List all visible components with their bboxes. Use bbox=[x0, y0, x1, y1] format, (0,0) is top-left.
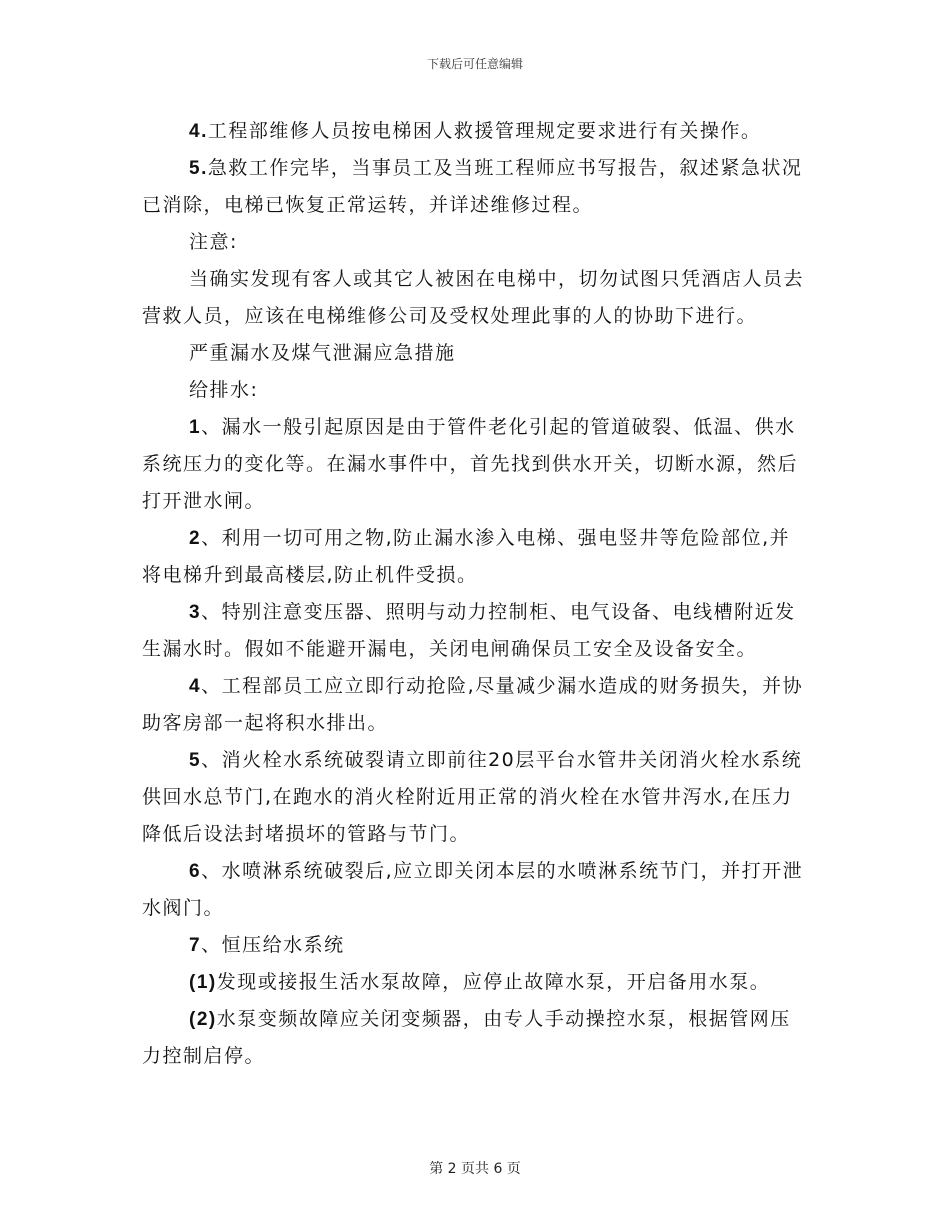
page-header: 下载后可任意编辑 bbox=[426, 57, 523, 71]
paragraph-text: 、漏水一般引起原因是由于管件老化引起的管道破裂、低温、供水系统压力的变化等。在漏水事件中，首先找到供水开关，切断水源，然后打开泄水闸。 bbox=[142, 416, 799, 512]
item-number: 4. bbox=[189, 121, 208, 142]
paragraph-5 bbox=[142, 335, 810, 372]
item-number: 7 bbox=[189, 935, 202, 956]
paragraph-13 bbox=[142, 927, 810, 964]
page-footer: 第 2 页共 6 页 bbox=[429, 1161, 521, 1177]
paragraph-text: 工程部维修人员按电梯困人救援管理规定要求进行有关操作。 bbox=[207, 120, 762, 142]
paragraph-text: 水泵变频故障应关闭变频器，由专人手动操控水泵，根据管网压力控制启停。 bbox=[142, 1008, 791, 1067]
paragraph-10 bbox=[142, 668, 810, 742]
item-number: 5 bbox=[189, 750, 202, 771]
paragraph-15 bbox=[142, 1001, 810, 1075]
paragraph-text: 发现或接报生活水泵故障，应停止故障水泵，开启备用水泵。 bbox=[216, 971, 771, 993]
subsection-heading: 给排水: bbox=[189, 379, 259, 401]
document-body bbox=[142, 113, 810, 1075]
paragraph-1 bbox=[142, 113, 810, 150]
paragraph-text: 、恒压给水系统 bbox=[201, 934, 345, 956]
paragraph-8 bbox=[142, 520, 810, 594]
paragraph-2 bbox=[142, 150, 810, 224]
section-heading: 严重漏水及煤气泄漏应急措施 bbox=[189, 342, 456, 364]
paragraph-9 bbox=[142, 594, 810, 668]
paragraph-14 bbox=[142, 964, 810, 1001]
paragraph-text: 、工程部员工应立即行动抢险,尽量减少漏水造成的财务损失，并协助客房部一起将积水排出。 bbox=[142, 675, 804, 734]
item-number: 6 bbox=[189, 861, 202, 882]
item-number: 1 bbox=[189, 417, 202, 438]
paragraph-text: 当确实发现有客人或其它人被困在电梯中，切勿试图只凭酒店人员去营救人员，应该在电梯维修公司及受权处理此事的人的协助下进行。 bbox=[142, 268, 805, 327]
item-number: 2 bbox=[189, 528, 202, 549]
paragraph-6 bbox=[142, 372, 810, 409]
paragraph-text: 、水喷淋系统破裂后,应立即关闭本层的水喷淋系统节门，并打开泄水阀门。 bbox=[142, 860, 804, 919]
item-number: (1) bbox=[189, 972, 217, 993]
paragraph-text: 注意: bbox=[189, 231, 238, 253]
paragraph-4 bbox=[142, 261, 810, 335]
item-number: (2) bbox=[189, 1009, 217, 1030]
paragraph-3 bbox=[142, 224, 810, 261]
paragraph-text: 、消火栓水系统破裂请立即前往20层平台水管井关闭消火栓水系统供回水总节门,在跑水的消火栓附近用正常的消火栓在水管井泻水,在压力降低后设法封堵损坏的管路与节门。 bbox=[142, 749, 803, 845]
paragraph-12 bbox=[142, 853, 810, 927]
paragraph-text: 急救工作完毕，当事员工及当班工程师应书写报告，叙述紧急状况已消除，电梯已恢复正常运转，并详述维修过程。 bbox=[142, 157, 803, 216]
paragraph-text: 、利用一切可用之物,防止漏水渗入电梯、强电竖井等危险部位,并将电梯升到最高楼层,防止机件受损。 bbox=[142, 527, 791, 586]
item-number: 3 bbox=[189, 602, 202, 623]
item-number: 4 bbox=[189, 676, 202, 697]
paragraph-11 bbox=[142, 742, 810, 853]
paragraph-text: 、特别注意变压器、照明与动力控制柜、电气设备、电线槽附近发生漏水时。假如不能避开漏电，关闭电闸确保员工安全及设备安全。 bbox=[142, 601, 796, 660]
item-number: 5. bbox=[189, 158, 208, 179]
paragraph-7 bbox=[142, 409, 810, 520]
